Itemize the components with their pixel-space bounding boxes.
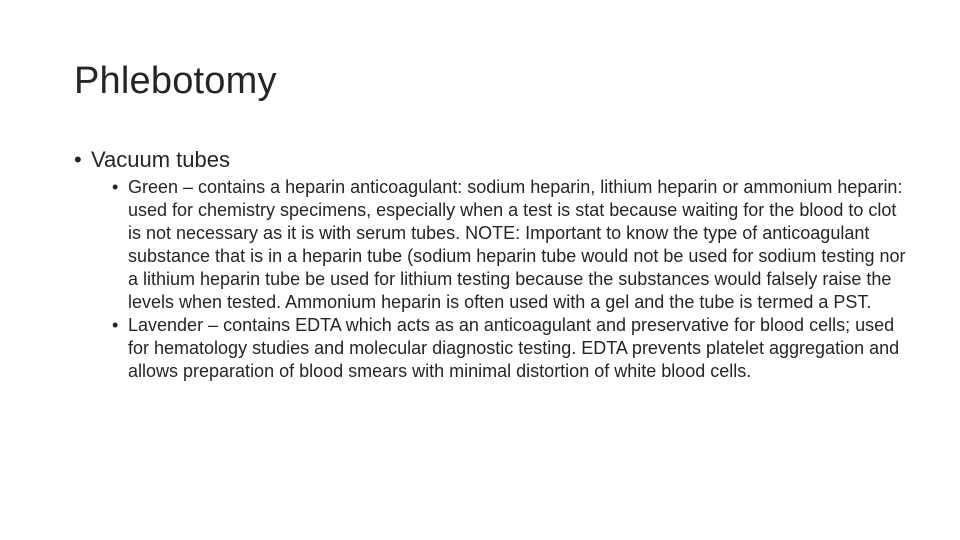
slide-title: Phlebotomy (74, 60, 277, 102)
bullet-green-tube (112, 176, 907, 314)
bullet-text: Vacuum tubes (91, 147, 231, 172)
bullet-text: Green – contains a heparin anticoagulant: sodium heparin, lithium heparin or ammonium heparin: used for chemistry specimens, especially when a test is stat because waiting for the blood to clot is not necessary as it is with serum tubes. NOTE: Important to know the type of anticoagulant substance that is in a heparin tube (sodium heparin tube would not be used for sodium testing nor a lithium heparin tube be used for lithium testing because the substances would falsely raise the levels when tested. Ammonium heparin is often used with a gel and the tube is termed a PST. (128, 177, 906, 312)
bullet-lavender-tube (112, 314, 907, 383)
bullet-dot-icon: • (112, 177, 119, 197)
bullet-vacuum-tubes (74, 146, 904, 173)
bullet-text: Lavender – contains EDTA which acts as an anticoagulant and preservative for blood cells; used for hematology studies and molecular diagnostic testing. EDTA prevents platelet aggregation and allows preparation of blood smears with minimal distortion of white blood cells. (128, 315, 900, 381)
bullet-dot-icon: • (74, 147, 82, 172)
sub-bullet-list (112, 176, 907, 383)
bullet-dot-icon: • (112, 315, 119, 335)
slide-body (74, 146, 904, 383)
